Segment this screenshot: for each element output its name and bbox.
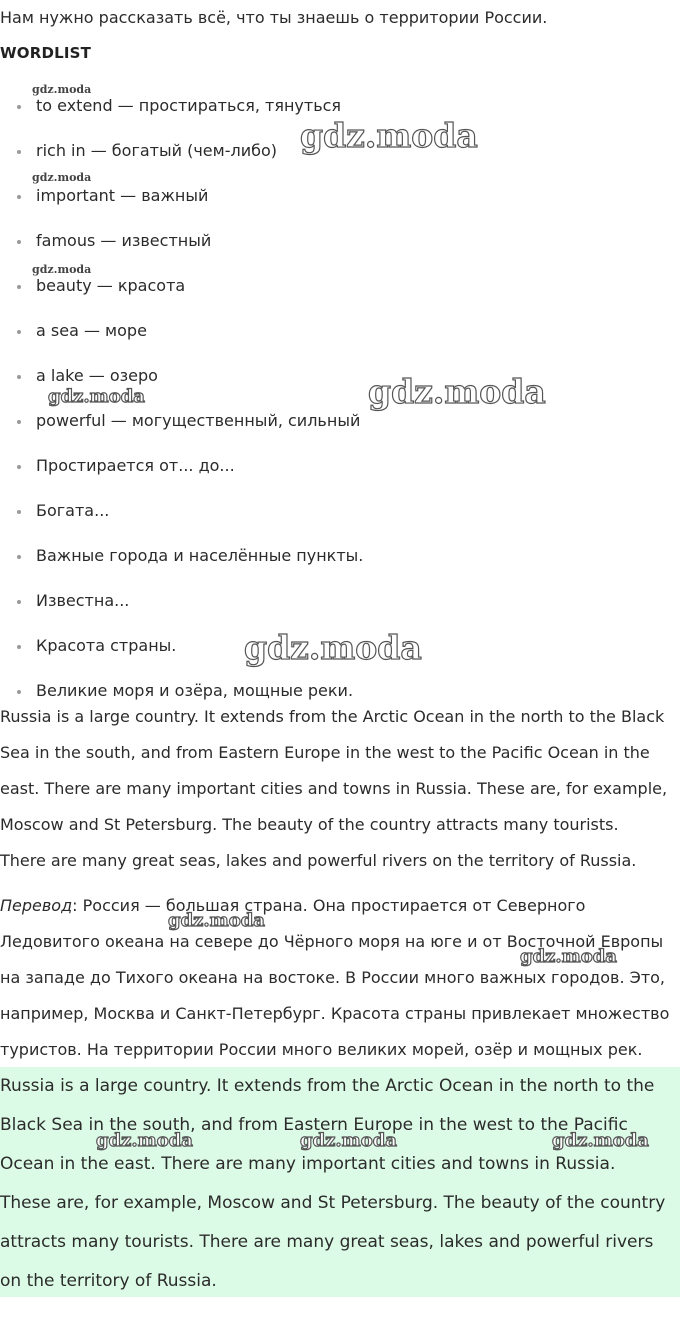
bullet-icon	[17, 420, 21, 424]
list-item-text: to extend — простираться, тянуться	[36, 96, 342, 115]
answer-line: attracts many tourists. There are many great seas, lakes and powerful rivers	[0, 1232, 654, 1252]
list-item	[0, 366, 680, 411]
list-item	[0, 141, 680, 186]
list-item	[0, 546, 680, 591]
list-item	[0, 321, 680, 366]
watermark: gdz.moda	[520, 946, 617, 967]
list-item-text: Простирается от... до...	[36, 456, 235, 475]
list-item-text: beauty — красота	[36, 276, 186, 295]
list-item-text: Известна...	[36, 591, 130, 610]
watermark: gdz.moda	[96, 1130, 193, 1151]
watermark: gdz.moda	[48, 386, 145, 407]
bullet-icon	[17, 510, 21, 514]
wordlist-heading: WORDLIST	[0, 44, 92, 62]
answer-block	[0, 1067, 680, 1297]
text-line: Moscow and St Petersburg. The beauty of the country attracts many tourists.	[0, 815, 619, 834]
wordlist	[0, 96, 680, 726]
text-line: Russia is a large country. It extends from the Arctic Ocean in the north to the Black	[0, 707, 665, 726]
bullet-icon	[17, 150, 21, 154]
bullet-icon	[17, 330, 21, 334]
text-line: There are many great seas, lakes and powerful rivers on the territory of Russia.	[0, 851, 637, 870]
bullet-icon	[17, 555, 21, 559]
list-item-text: a lake — озеро	[36, 366, 158, 385]
list-item-text: Важные города и населённые пункты.	[36, 546, 364, 565]
bullet-icon	[17, 240, 21, 244]
list-item-text: Великие моря и озёра, мощные реки.	[36, 681, 354, 700]
list-item	[0, 591, 680, 636]
bullet-icon	[17, 375, 21, 379]
text-line	[0, 888, 680, 924]
answer-line: Black Sea in the south, and from Eastern Europe in the west to the Pacific	[0, 1115, 628, 1135]
watermark: gdz.moda	[244, 628, 422, 667]
list-item-text: Богата...	[36, 501, 110, 520]
watermark: gdz.moda	[300, 116, 478, 155]
list-item	[0, 636, 680, 681]
watermark: gdz.moda	[32, 171, 92, 184]
list-item	[0, 186, 680, 231]
answer-line: These are, for example, Moscow and St Petersburg. The beauty of the country	[0, 1193, 666, 1213]
bullet-icon	[17, 600, 21, 604]
list-item-text: Красота страны.	[36, 636, 177, 655]
bullet-icon	[17, 105, 21, 109]
list-item	[0, 456, 680, 501]
text-line: на западе до Тихого океана на востоке. В России много важных городов. Это,	[0, 968, 666, 987]
answer-line: on the territory of Russia.	[0, 1271, 217, 1291]
bullet-icon	[17, 465, 21, 469]
task-intro: Нам нужно рассказать всё, что ты знаешь о территории России.	[0, 8, 548, 27]
answer-line: Russia is a large country. It extends from the Arctic Ocean in the north to the	[0, 1076, 655, 1096]
text-line: туристов. На территории России много великих морей, озёр и мощных рек.	[0, 1040, 643, 1059]
text-line: east. There are many important cities and towns in Russia. These are, for example,	[0, 779, 668, 798]
text-line: Ледовитого океана на севере до Чёрного моря на юге и от Восточной Европы	[0, 932, 664, 951]
answer-line: Ocean in the east. There are many important cities and towns in Russia.	[0, 1154, 616, 1174]
list-item	[0, 96, 680, 141]
watermark: gdz.moda	[32, 263, 92, 276]
translation-text	[0, 888, 680, 1068]
english-text	[0, 699, 680, 879]
translation-label: Перевод	[0, 896, 73, 915]
list-item-text: important — важный	[36, 186, 209, 205]
list-item	[0, 276, 680, 321]
watermark: gdz.moda	[300, 1130, 397, 1151]
watermark: gdz.moda	[168, 910, 265, 931]
bullet-icon	[17, 285, 21, 289]
text-line: Sea in the south, and from Eastern Europe in the west to the Pacific Ocean in the	[0, 743, 650, 762]
list-item	[0, 411, 680, 456]
list-item-text: famous — известный	[36, 231, 212, 250]
bullet-icon	[17, 645, 21, 649]
watermark: gdz.moda	[368, 372, 546, 411]
watermark: gdz.moda	[32, 83, 92, 96]
text-line: например, Москва и Санкт-Петербург. Красота страны привлекает множество	[0, 1004, 670, 1023]
watermark: gdz.moda	[552, 1130, 649, 1151]
bullet-icon	[17, 195, 21, 199]
list-item	[0, 231, 680, 276]
list-item-text: a sea — море	[36, 321, 147, 340]
list-item	[0, 501, 680, 546]
list-item-text: rich in — богатый (чем-либо)	[36, 141, 278, 160]
translation-line-text: : Россия — большая страна. Она простирается от Северного	[72, 896, 586, 915]
list-item-text: powerful — могущественный, сильный	[36, 411, 361, 430]
bullet-icon	[17, 690, 21, 694]
